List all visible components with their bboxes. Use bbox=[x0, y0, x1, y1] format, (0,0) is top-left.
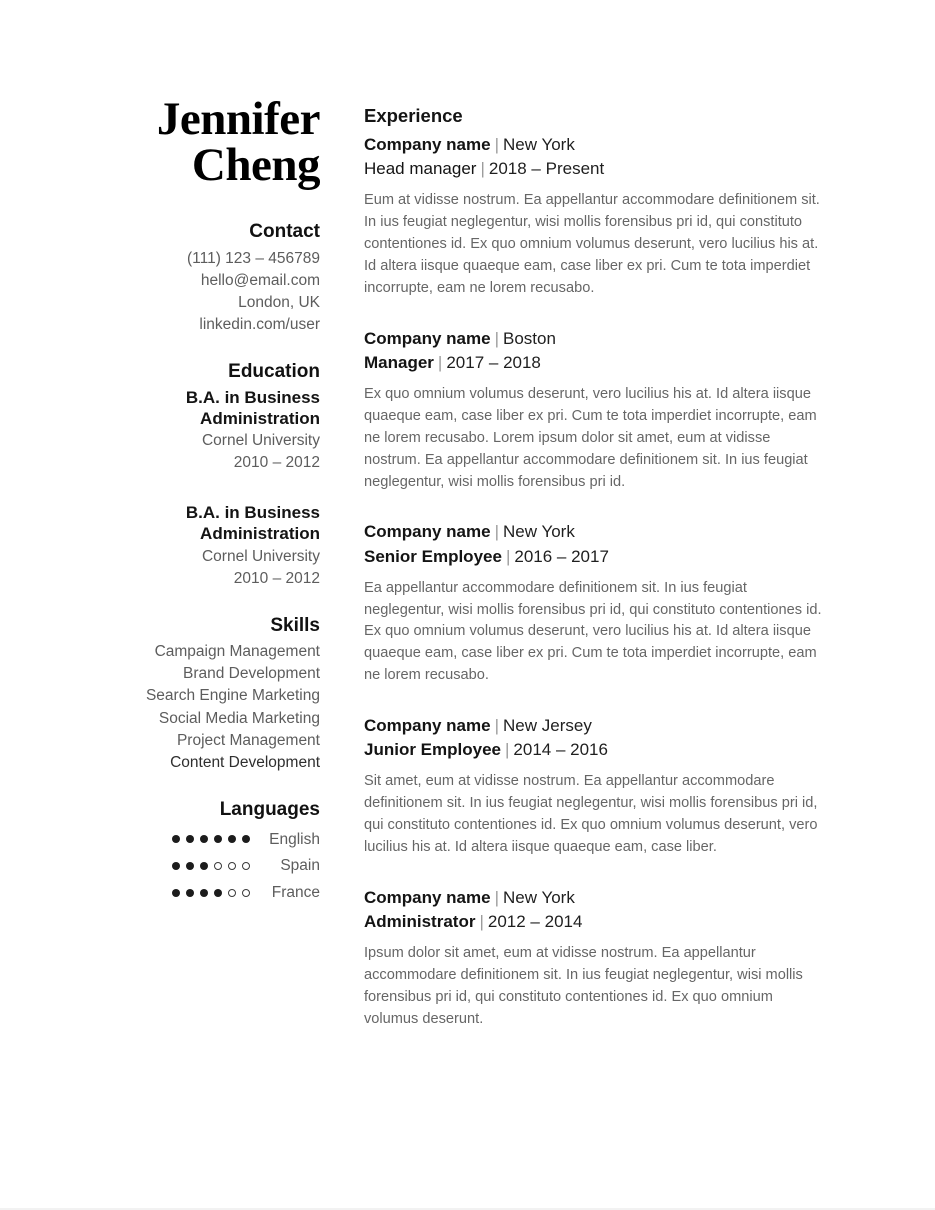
dot-empty-icon bbox=[242, 889, 250, 897]
skill-item: Social Media Marketing bbox=[158, 709, 320, 727]
education-entry bbox=[110, 387, 320, 474]
experience-dates: 2014 – 2016 bbox=[513, 740, 608, 760]
language-level-dots bbox=[172, 862, 250, 870]
experience-entry bbox=[364, 886, 825, 1031]
education-degree: B.A. in Business Administration bbox=[185, 503, 320, 544]
contact-location: London, UK bbox=[238, 293, 320, 311]
experience-dates: 2017 – 2018 bbox=[446, 352, 541, 372]
skill-item: Campaign Management bbox=[154, 643, 320, 661]
education-years: 2010 – 2012 bbox=[233, 569, 320, 587]
language-row bbox=[110, 855, 320, 877]
dot-empty-icon bbox=[228, 862, 236, 870]
separator-icon: | bbox=[437, 352, 443, 372]
contact-heading: Contact bbox=[249, 221, 320, 243]
dot-filled-icon bbox=[172, 862, 180, 870]
separator-icon: | bbox=[494, 716, 500, 736]
experience-company: Company name bbox=[364, 716, 491, 736]
language-level-dots bbox=[172, 835, 250, 843]
language-name: English bbox=[269, 830, 320, 848]
candidate-name bbox=[110, 93, 320, 192]
dot-filled-icon bbox=[186, 835, 194, 843]
skill-item: Project Management bbox=[176, 731, 320, 749]
experience-location: New Jersey bbox=[503, 716, 592, 736]
contact-section bbox=[110, 218, 320, 336]
separator-icon: | bbox=[494, 887, 500, 907]
experience-role-line bbox=[364, 157, 825, 181]
experience-location: New York bbox=[503, 135, 575, 155]
experience-description: Ipsum dolor sit amet, eum at vidisse nostrum. Ea appellantur accommodare definitionem sit. In ius feugiat neglegentur, wisi mollis forensibus pri id, qui constituto contentiones id. Ex quo omnium volumus deserunt. bbox=[364, 945, 803, 1027]
experience-dates: 2016 – 2017 bbox=[514, 546, 609, 566]
skills-section bbox=[110, 612, 320, 774]
dot-empty-icon bbox=[228, 889, 236, 897]
experience-role: Manager bbox=[364, 352, 434, 372]
resume-main bbox=[320, 0, 935, 1045]
experience-role: Administrator bbox=[364, 912, 476, 932]
dot-filled-icon bbox=[228, 835, 236, 843]
dot-filled-icon bbox=[200, 889, 208, 897]
language-level-dots bbox=[172, 889, 250, 897]
experience-company-line bbox=[364, 520, 825, 544]
candidate-last-name: Cheng bbox=[191, 139, 320, 192]
skill-item: Search Engine Marketing bbox=[145, 687, 320, 705]
experience-company: Company name bbox=[364, 887, 491, 907]
contact-email[interactable]: hello@email.com bbox=[200, 271, 320, 289]
experience-dates: 2012 – 2014 bbox=[487, 912, 583, 932]
contact-linkedin[interactable]: linkedin.com/user bbox=[199, 315, 320, 333]
separator-icon: | bbox=[479, 912, 484, 932]
experience-role-line bbox=[364, 738, 825, 762]
education-entry bbox=[110, 502, 320, 589]
language-name: France bbox=[271, 883, 320, 901]
dot-filled-icon bbox=[214, 889, 222, 897]
experience-role-line bbox=[364, 351, 825, 375]
education-years: 2010 – 2012 bbox=[233, 454, 320, 472]
language-name: Spain bbox=[280, 857, 320, 875]
experience-company-line bbox=[364, 327, 825, 351]
separator-icon: | bbox=[494, 135, 500, 155]
experience-entry bbox=[364, 520, 825, 687]
separator-icon: | bbox=[494, 328, 500, 348]
separator-icon: | bbox=[480, 159, 485, 179]
education-degree: B.A. in Business Administration bbox=[185, 388, 320, 429]
education-school: Cornel University bbox=[201, 547, 320, 565]
experience-company-line bbox=[364, 714, 825, 738]
contact-phone: (111) 123 – 456789 bbox=[186, 249, 320, 267]
education-section bbox=[110, 358, 320, 590]
education-heading: Education bbox=[228, 360, 320, 382]
experience-role-line bbox=[364, 910, 825, 934]
experience-entry bbox=[364, 327, 825, 494]
languages-section bbox=[110, 796, 320, 904]
experience-description: Eum at vidisse nostrum. Ea appellantur accommodare definitionem sit. In ius feugiat neglegentur, wisi mollis forensibus pri id, qui constituto contentiones id. Ex quo omnium volumus deserunt, vero lucilius his at. Id altera iisque quaeque eam, case liber ex pri. Cum te tota imperdiet incorrupte, eam ne lorem recusabo. bbox=[364, 192, 820, 296]
language-row bbox=[110, 829, 320, 851]
dot-empty-icon bbox=[214, 862, 222, 870]
dot-filled-icon bbox=[214, 835, 222, 843]
languages-heading: Languages bbox=[219, 798, 320, 820]
experience-role: Senior Employee bbox=[364, 546, 502, 566]
dot-filled-icon bbox=[172, 889, 180, 897]
experience-company: Company name bbox=[364, 522, 491, 542]
experience-role: Junior Employee bbox=[364, 740, 501, 760]
experience-role: Head manager bbox=[364, 159, 477, 179]
education-school: Cornel University bbox=[201, 432, 320, 450]
separator-icon: | bbox=[505, 546, 511, 566]
experience-heading: Experience bbox=[364, 105, 463, 126]
experience-location: New York bbox=[503, 522, 575, 542]
resume-sidebar bbox=[0, 0, 320, 908]
dot-filled-icon bbox=[186, 889, 194, 897]
dot-filled-icon bbox=[172, 835, 180, 843]
skill-item: Content Development bbox=[170, 753, 320, 771]
separator-icon: | bbox=[494, 522, 500, 542]
experience-company-line bbox=[364, 886, 825, 910]
skill-item: Brand Development bbox=[183, 665, 320, 683]
experience-entry bbox=[364, 714, 825, 859]
dot-filled-icon bbox=[200, 835, 208, 843]
experience-description: Ex quo omnium volumus deserunt, vero lucilius his at. Id altera iisque quaeque eam, case liber ex pri. Cum te tota imperdiet incorrupte, eam ne lorem recusabo. Lorem ipsum dolor sit amet, eum at vidisse nostrum. Ea appellantur accommodare definitionem sit. In ius feugiat neglegentur, wisi mollis forensibus pri id. bbox=[364, 386, 817, 490]
experience-description: Ea appellantur accommodare definitionem sit. In ius feugiat neglegentur, wisi mollis forensibus pri id, qui constituto contentiones id. Ex quo omnium volumus deserunt, vero lucilius his at. Id altera iisque quaeque eam, case liber ex pri. Cum te tota imperdiet incorrupte, eam ne lorem recusabo. bbox=[364, 579, 822, 684]
experience-company-line bbox=[364, 133, 825, 157]
experience-entry bbox=[364, 133, 825, 300]
separator-icon: | bbox=[504, 740, 510, 760]
skills-heading: Skills bbox=[270, 614, 320, 636]
experience-dates: 2018 – Present bbox=[488, 159, 605, 179]
candidate-first-name: Jennifer bbox=[156, 93, 320, 145]
dot-filled-icon bbox=[186, 862, 194, 870]
language-row bbox=[110, 882, 320, 904]
experience-company: Company name bbox=[364, 328, 491, 348]
experience-location: Boston bbox=[503, 328, 556, 348]
dot-filled-icon bbox=[200, 862, 208, 870]
dot-empty-icon bbox=[242, 862, 250, 870]
experience-role-line bbox=[364, 545, 825, 569]
dot-filled-icon bbox=[242, 835, 250, 843]
experience-description: Sit amet, eum at vidisse nostrum. Ea appellantur accommodare definitionem sit. In ius feugiat neglegentur, wisi mollis forensibus pri id, qui constituto contentiones id. Ex quo omnium volumus deserunt, vero lucilius his at. Id altera iisque quaeque eam, case liber. bbox=[364, 773, 818, 856]
experience-location: New York bbox=[503, 887, 575, 907]
experience-company: Company name bbox=[364, 135, 491, 155]
